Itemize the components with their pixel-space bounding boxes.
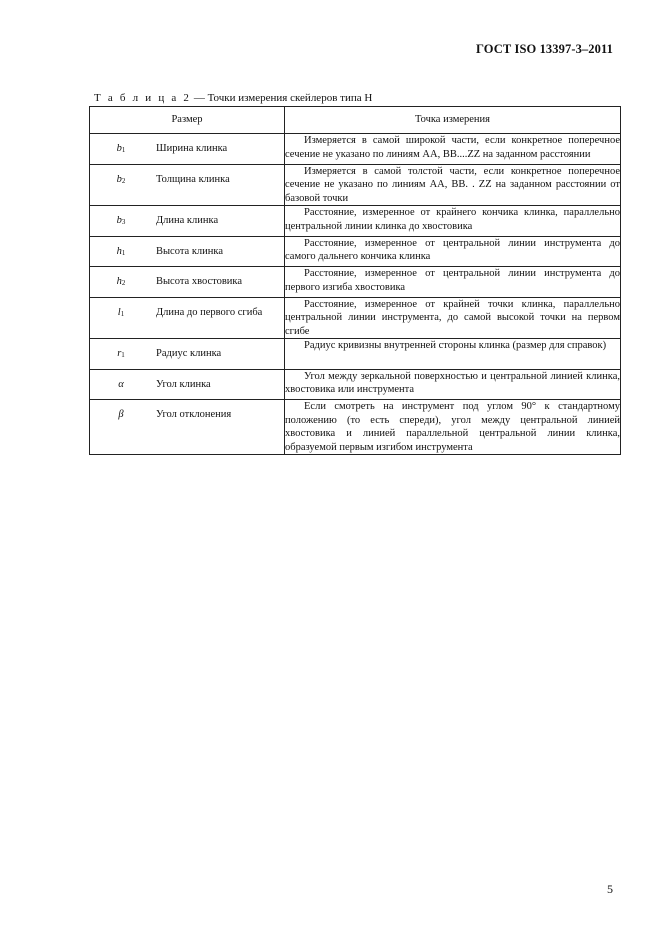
table-row — [90, 164, 621, 206]
measurement-description: Измеряется в самой толстой части, если конкретное поперечное сечение не указано по линиям AA, BB. . ZZ на заданном расстоянии от базовой точки — [285, 165, 620, 204]
symbol-letter: β — [118, 409, 124, 420]
measurement-description: Измеряется в самой широкой части, если конкретное поперечное сечение не указано по линиям AA, BB....ZZ на заданном расстоянии — [285, 134, 621, 165]
symbol-subscript: 1 — [121, 351, 125, 359]
size-cell — [90, 267, 285, 298]
symbol — [90, 206, 152, 236]
symbol-letter: h — [116, 276, 122, 287]
size-name: Высота клинка — [156, 245, 224, 257]
table-caption-title: — Точки измерения скейлеров типа H — [191, 92, 373, 104]
measurement-description: Расстояние, измеренное от крайнего кончика клинка, параллельно центральной линии клинка до хвостовика — [285, 206, 621, 237]
size-name: Толщина клинка — [156, 173, 230, 185]
symbol-letter: b — [116, 173, 122, 185]
symbol — [90, 339, 152, 369]
size-name: Угол отклонения — [156, 409, 232, 420]
symbol — [90, 237, 152, 267]
symbol — [90, 134, 152, 164]
symbol-letter: b — [116, 215, 122, 226]
table-row — [90, 206, 621, 237]
symbol-subscript: 1 — [121, 146, 126, 154]
size-name: Ширина клинка — [156, 143, 228, 154]
header-measurement-point: Точка измерения — [285, 107, 621, 134]
table-row — [90, 400, 621, 455]
symbol — [90, 267, 152, 297]
size-cell — [90, 400, 285, 455]
size-cell — [90, 236, 285, 267]
table-caption — [94, 92, 372, 104]
symbol-letter: l — [117, 306, 121, 318]
symbol — [90, 165, 152, 195]
symbol-letter: r — [117, 348, 122, 359]
measurement-table — [89, 106, 621, 455]
measurement-description: Угол между зеркальной поверхностью и центральной линией клинка, хвостовика или инструмента — [285, 369, 621, 400]
size-cell — [90, 369, 285, 400]
size-name: Длина до первого сгиба — [156, 306, 263, 318]
size-cell — [90, 297, 285, 339]
table-row — [90, 297, 621, 339]
symbol-letter: α — [118, 378, 124, 390]
symbol-letter: b — [116, 143, 122, 154]
symbol — [90, 370, 152, 400]
symbol — [90, 400, 152, 430]
size-cell — [90, 164, 285, 206]
table-row — [90, 236, 621, 267]
table-row — [90, 369, 621, 400]
document-code: ГОСТ ISO 13397-3–2011 — [476, 42, 613, 56]
size-name: Длина клинка — [156, 215, 219, 226]
table-caption-label: Т а б л и ц а 2 — [94, 92, 192, 104]
measurement-description: Расстояние, измеренное от центральной линии инструмента до самого дальнего кончика клинка — [285, 236, 621, 267]
table-header-row — [90, 107, 621, 134]
symbol-subscript: 2 — [121, 279, 126, 287]
table-row — [90, 339, 621, 370]
symbol-subscript: 2 — [121, 176, 126, 185]
page-number: 5 — [607, 882, 613, 896]
symbol-subscript: 3 — [121, 218, 126, 226]
size-cell — [90, 206, 285, 237]
size-name: Высота хвостовика — [156, 276, 243, 287]
table-row — [90, 267, 621, 298]
symbol-letter: h — [116, 245, 122, 257]
measurement-description: Радиус кривизны внутренней стороны клинка (размер для справок) — [285, 339, 621, 370]
measurement-description: Расстояние, измеренное от крайней точки клинка, параллельно центральной линии инструмента, до самой высокой точки на первом сгибе — [285, 298, 620, 337]
table-row — [90, 134, 621, 165]
symbol-subscript: 1 — [120, 309, 125, 318]
size-cell — [90, 134, 285, 165]
size-name: Радиус клинка — [156, 348, 222, 359]
measurement-description: Если смотреть на инструмент под углом 90° к стандартному положению (то есть спереди), угол между центральной линией хвостовика и линией параллельной центральной линии клинка, образуемой первым изгибом инструмента — [285, 401, 620, 453]
symbol — [90, 298, 152, 328]
symbol-subscript: 1 — [121, 248, 126, 257]
size-cell — [90, 339, 285, 370]
size-name: Угол клинка — [156, 378, 211, 390]
header-size: Размер — [90, 107, 285, 134]
measurement-description: Расстояние, измеренное от центральной линии инструмента до первого изгиба хвостовика — [285, 267, 621, 298]
